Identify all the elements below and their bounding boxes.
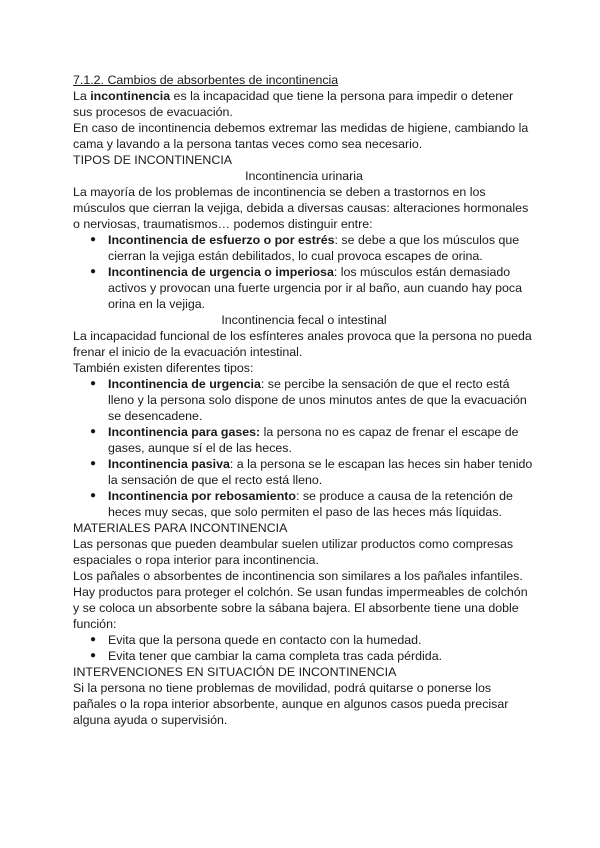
bullet-icon: ● xyxy=(90,234,97,245)
bullet-icon: ● xyxy=(90,490,97,501)
item-term: Incontinencia de urgencia o imperiosa xyxy=(108,265,334,279)
materiales-paragraph-2: Los pañales o absorbentes de incontinencia son similares a los pañales infantiles. Hay productos para proteger el colchón. Se usan fundas impermeables de colchón y se coloca un absorbente sobre la sábana bajera. El absorbente tiene una doble función: xyxy=(73,569,528,631)
fecal-types-intro: También existen diferentes tipos: xyxy=(73,361,254,375)
list-item xyxy=(73,456,535,488)
intro-paragraph xyxy=(73,88,535,120)
list-item xyxy=(73,424,535,456)
intro-term: incontinencia xyxy=(90,89,171,103)
materiales-paragraph-1: Las personas que pueden deambular suelen utilizar productos como compresas espaciales o ropa interior para incontinencia. xyxy=(73,537,514,567)
fecal-paragraph: La incapacidad funcional de los esfínteres anales provoca que la persona no pueda frenar el inicio de la evacuación intestinal. xyxy=(73,329,532,359)
item-text: : se percibe la sensación de que el recto está lleno y la persona solo dispone de unos minutos antes de que la evacuación se desencadene. xyxy=(108,377,527,423)
fecal-subheading: Incontinencia fecal o intestinal xyxy=(221,313,387,327)
item-term: Incontinencia para gases: xyxy=(108,425,261,439)
intro-definition: es la incapacidad que tiene la persona para impedir o detener sus procesos de evacuación. xyxy=(73,89,514,119)
list-item xyxy=(73,264,535,312)
item-text: : a la persona se le escapan las heces sin haber tenido la sensación de que el recto está lleno. xyxy=(108,457,533,487)
intervenciones-heading: INTERVENCIONES EN SITUACIÓN DE INCONTINENCIA xyxy=(73,665,397,679)
item-term: Incontinencia por rebosamiento xyxy=(108,489,296,503)
materiales-list xyxy=(73,632,535,664)
bullet-icon: ● xyxy=(90,458,97,469)
bullet-icon: ● xyxy=(90,266,97,277)
list-item xyxy=(73,376,535,424)
bullet-icon: ● xyxy=(90,426,97,437)
item-text: Evita tener que cambiar la cama completa tras cada pérdida. xyxy=(108,649,443,663)
tipos-heading: TIPOS DE INCONTINENCIA xyxy=(73,153,233,167)
fecal-list xyxy=(73,376,535,520)
urinaria-subheading: Incontinencia urinaria xyxy=(245,169,363,183)
urinaria-paragraph: La mayoría de los problemas de incontinencia se deben a trastornos en los músculos que cierran la vejiga, debida a diversas causas: alteraciones hormonales o nerviosas, traumatismos… podemos distinguir entre: xyxy=(73,185,529,231)
section-title: 7.1.2. Cambios de absorbentes de incontinencia xyxy=(73,73,339,87)
item-text: la persona no es capaz de frenar el escape de gases, aunque sí el de las heces. xyxy=(108,425,519,455)
document-body xyxy=(73,72,535,728)
item-term: Incontinencia pasiva xyxy=(108,457,230,471)
item-text: : los músculos están demasiado activos y provocan una fuerte urgencia por ir al baño, aun cuando hay poca orina en la vejiga. xyxy=(108,265,522,311)
list-item xyxy=(73,648,535,664)
item-text: : se produce a causa de la retención de heces muy secas, que solo permiten el paso de las heces más líquidas. xyxy=(108,489,513,519)
bullet-icon: ● xyxy=(90,650,97,661)
list-item xyxy=(73,488,535,520)
item-term: Incontinencia de esfuerzo o por estrés xyxy=(108,233,335,247)
hygiene-paragraph: En caso de incontinencia debemos extremar las medidas de higiene, cambiando la cama y lavando a la persona tantas veces como sea necesario. xyxy=(73,121,529,151)
intro-prefix: La xyxy=(73,89,91,103)
list-item xyxy=(73,632,535,648)
item-term: Incontinencia de urgencia xyxy=(108,377,261,391)
materiales-heading: MATERIALES PARA INCONTINENCIA xyxy=(73,521,288,535)
intervenciones-paragraph: Si la persona no tiene problemas de movilidad, podrá quitarse o ponerse los pañales o la ropa interior absorbente, aunque en algunos casos pueda precisar alguna ayuda o supervisión. xyxy=(73,681,509,727)
bullet-icon: ● xyxy=(90,378,97,389)
item-text: Evita que la persona quede en contacto con la humedad. xyxy=(108,633,422,647)
urinaria-list xyxy=(73,232,535,312)
bullet-icon: ● xyxy=(90,634,97,645)
item-text: : se debe a que los músculos que cierran la vejiga están debilitados, lo cual provoca escapes de orina. xyxy=(108,233,520,263)
list-item xyxy=(73,232,535,264)
